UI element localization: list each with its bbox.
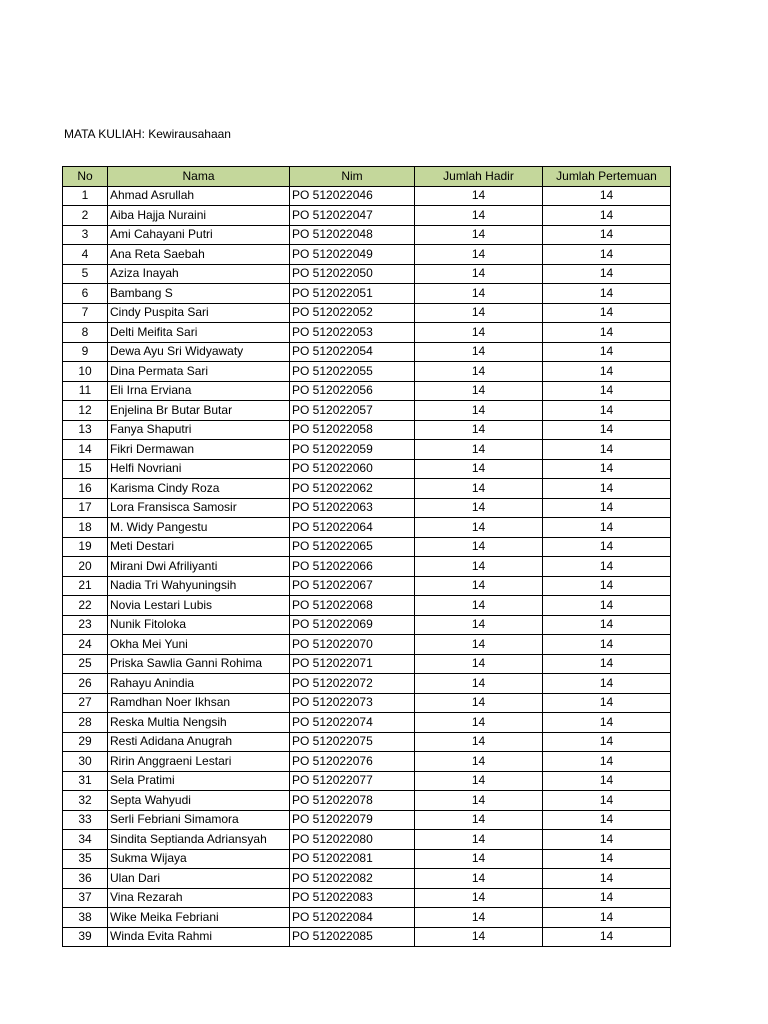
cell-jumlah-pertemuan: 14 bbox=[543, 303, 671, 323]
cell-nama: Karisma Cindy Roza bbox=[108, 479, 290, 499]
cell-no: 13 bbox=[63, 420, 108, 440]
cell-nama: Serli Febriani Simamora bbox=[108, 810, 290, 830]
cell-nama: Meti Destari bbox=[108, 537, 290, 557]
cell-nim: PO 512022046 bbox=[290, 186, 415, 206]
cell-nim: PO 512022071 bbox=[290, 654, 415, 674]
cell-no: 27 bbox=[63, 693, 108, 713]
cell-nim: PO 512022049 bbox=[290, 245, 415, 265]
cell-no: 6 bbox=[63, 284, 108, 304]
cell-no: 33 bbox=[63, 810, 108, 830]
table-row bbox=[63, 479, 671, 499]
cell-no: 2 bbox=[63, 206, 108, 226]
header-nama: Nama bbox=[108, 167, 290, 187]
cell-nama: Novia Lestari Lubis bbox=[108, 596, 290, 616]
cell-nim: PO 512022060 bbox=[290, 459, 415, 479]
table-row bbox=[63, 225, 671, 245]
cell-jumlah-hadir: 14 bbox=[415, 401, 543, 421]
cell-nama: Enjelina Br Butar Butar bbox=[108, 401, 290, 421]
cell-jumlah-hadir: 14 bbox=[415, 635, 543, 655]
cell-no: 12 bbox=[63, 401, 108, 421]
cell-nama: Septa Wahyudi bbox=[108, 791, 290, 811]
cell-no: 14 bbox=[63, 440, 108, 460]
cell-nim: PO 512022078 bbox=[290, 791, 415, 811]
cell-nim: PO 512022055 bbox=[290, 362, 415, 382]
cell-no: 29 bbox=[63, 732, 108, 752]
table-row bbox=[63, 713, 671, 733]
cell-no: 25 bbox=[63, 654, 108, 674]
cell-jumlah-hadir: 14 bbox=[415, 498, 543, 518]
cell-nama: Bambang S bbox=[108, 284, 290, 304]
cell-jumlah-pertemuan: 14 bbox=[543, 498, 671, 518]
cell-jumlah-hadir: 14 bbox=[415, 518, 543, 538]
table-row bbox=[63, 401, 671, 421]
table-row bbox=[63, 635, 671, 655]
cell-jumlah-pertemuan: 14 bbox=[543, 693, 671, 713]
cell-jumlah-hadir: 14 bbox=[415, 284, 543, 304]
cell-nim: PO 512022067 bbox=[290, 576, 415, 596]
cell-jumlah-pertemuan: 14 bbox=[543, 674, 671, 694]
table-row bbox=[63, 557, 671, 577]
cell-nim: PO 512022076 bbox=[290, 752, 415, 772]
table-row bbox=[63, 576, 671, 596]
cell-jumlah-pertemuan: 14 bbox=[543, 927, 671, 947]
cell-jumlah-hadir: 14 bbox=[415, 654, 543, 674]
table-row bbox=[63, 381, 671, 401]
cell-jumlah-pertemuan: 14 bbox=[543, 342, 671, 362]
cell-jumlah-hadir: 14 bbox=[415, 537, 543, 557]
cell-nim: PO 512022051 bbox=[290, 284, 415, 304]
header-jumlah-hadir: Jumlah Hadir bbox=[415, 167, 543, 187]
cell-nama: Sukma Wijaya bbox=[108, 849, 290, 869]
cell-jumlah-pertemuan: 14 bbox=[543, 615, 671, 635]
table-row bbox=[63, 518, 671, 538]
cell-nim: PO 512022079 bbox=[290, 810, 415, 830]
table-row bbox=[63, 830, 671, 850]
table-row bbox=[63, 186, 671, 206]
cell-nim: PO 512022054 bbox=[290, 342, 415, 362]
table-row bbox=[63, 206, 671, 226]
cell-jumlah-hadir: 14 bbox=[415, 323, 543, 343]
cell-no: 10 bbox=[63, 362, 108, 382]
cell-nama: Cindy Puspita Sari bbox=[108, 303, 290, 323]
cell-jumlah-hadir: 14 bbox=[415, 459, 543, 479]
cell-no: 38 bbox=[63, 908, 108, 928]
cell-no: 9 bbox=[63, 342, 108, 362]
cell-nama: Fanya Shaputri bbox=[108, 420, 290, 440]
course-title: MATA KULIAH: Kewirausahaan bbox=[64, 127, 231, 141]
cell-nama: Resti Adidana Anugrah bbox=[108, 732, 290, 752]
cell-jumlah-pertemuan: 14 bbox=[543, 576, 671, 596]
table-row bbox=[63, 342, 671, 362]
cell-nama: Sindita Septianda Adriansyah bbox=[108, 830, 290, 850]
cell-no: 3 bbox=[63, 225, 108, 245]
cell-jumlah-hadir: 14 bbox=[415, 245, 543, 265]
cell-nim: PO 512022083 bbox=[290, 888, 415, 908]
cell-nama: Dewa Ayu Sri Widyawaty bbox=[108, 342, 290, 362]
cell-nama: Wike Meika Febriani bbox=[108, 908, 290, 928]
cell-nim: PO 512022050 bbox=[290, 264, 415, 284]
cell-jumlah-pertemuan: 14 bbox=[543, 479, 671, 499]
table-header-row bbox=[63, 167, 671, 187]
cell-nama: Reska Multia Nengsih bbox=[108, 713, 290, 733]
cell-jumlah-hadir: 14 bbox=[415, 732, 543, 752]
cell-jumlah-hadir: 14 bbox=[415, 440, 543, 460]
cell-no: 20 bbox=[63, 557, 108, 577]
cell-nim: PO 512022085 bbox=[290, 927, 415, 947]
cell-jumlah-pertemuan: 14 bbox=[543, 888, 671, 908]
cell-jumlah-pertemuan: 14 bbox=[543, 381, 671, 401]
cell-nama: Ririn Anggraeni Lestari bbox=[108, 752, 290, 772]
table-row bbox=[63, 459, 671, 479]
cell-jumlah-pertemuan: 14 bbox=[543, 830, 671, 850]
table-row bbox=[63, 596, 671, 616]
cell-jumlah-pertemuan: 14 bbox=[543, 362, 671, 382]
cell-jumlah-pertemuan: 14 bbox=[543, 713, 671, 733]
cell-no: 28 bbox=[63, 713, 108, 733]
cell-nama: Ahmad Asrullah bbox=[108, 186, 290, 206]
cell-jumlah-pertemuan: 14 bbox=[543, 557, 671, 577]
cell-nim: PO 512022048 bbox=[290, 225, 415, 245]
cell-nim: PO 512022072 bbox=[290, 674, 415, 694]
cell-jumlah-hadir: 14 bbox=[415, 303, 543, 323]
cell-jumlah-hadir: 14 bbox=[415, 693, 543, 713]
cell-jumlah-hadir: 14 bbox=[415, 615, 543, 635]
table-row bbox=[63, 615, 671, 635]
cell-jumlah-pertemuan: 14 bbox=[543, 791, 671, 811]
cell-nama: Ramdhan Noer Ikhsan bbox=[108, 693, 290, 713]
cell-nim: PO 512022077 bbox=[290, 771, 415, 791]
table-row bbox=[63, 420, 671, 440]
table-row bbox=[63, 771, 671, 791]
cell-jumlah-hadir: 14 bbox=[415, 713, 543, 733]
cell-nim: PO 512022063 bbox=[290, 498, 415, 518]
cell-no: 34 bbox=[63, 830, 108, 850]
cell-jumlah-hadir: 14 bbox=[415, 869, 543, 889]
table-row bbox=[63, 888, 671, 908]
cell-nama: Eli Irna Erviana bbox=[108, 381, 290, 401]
cell-jumlah-hadir: 14 bbox=[415, 186, 543, 206]
cell-jumlah-hadir: 14 bbox=[415, 908, 543, 928]
cell-no: 15 bbox=[63, 459, 108, 479]
cell-nim: PO 512022065 bbox=[290, 537, 415, 557]
cell-no: 8 bbox=[63, 323, 108, 343]
cell-nama: Okha Mei Yuni bbox=[108, 635, 290, 655]
cell-no: 23 bbox=[63, 615, 108, 635]
table-row bbox=[63, 440, 671, 460]
cell-nama: Mirani Dwi Afriliyanti bbox=[108, 557, 290, 577]
cell-jumlah-hadir: 14 bbox=[415, 830, 543, 850]
header-no: No bbox=[63, 167, 108, 187]
table-row bbox=[63, 654, 671, 674]
cell-no: 5 bbox=[63, 264, 108, 284]
table-row bbox=[63, 303, 671, 323]
cell-nim: PO 512022064 bbox=[290, 518, 415, 538]
cell-jumlah-pertemuan: 14 bbox=[543, 245, 671, 265]
cell-nama: Fikri Dermawan bbox=[108, 440, 290, 460]
cell-nama: Nunik Fitoloka bbox=[108, 615, 290, 635]
cell-nama: Nadia Tri Wahyuningsih bbox=[108, 576, 290, 596]
cell-no: 26 bbox=[63, 674, 108, 694]
table-row bbox=[63, 537, 671, 557]
cell-nim: PO 512022053 bbox=[290, 323, 415, 343]
cell-jumlah-pertemuan: 14 bbox=[543, 284, 671, 304]
table-row bbox=[63, 927, 671, 947]
table-row bbox=[63, 264, 671, 284]
cell-nim: PO 512022080 bbox=[290, 830, 415, 850]
cell-jumlah-hadir: 14 bbox=[415, 206, 543, 226]
cell-no: 36 bbox=[63, 869, 108, 889]
cell-jumlah-pertemuan: 14 bbox=[543, 518, 671, 538]
cell-nim: PO 512022052 bbox=[290, 303, 415, 323]
cell-no: 31 bbox=[63, 771, 108, 791]
table-row bbox=[63, 752, 671, 772]
cell-jumlah-pertemuan: 14 bbox=[543, 459, 671, 479]
cell-jumlah-pertemuan: 14 bbox=[543, 849, 671, 869]
cell-no: 19 bbox=[63, 537, 108, 557]
cell-jumlah-hadir: 14 bbox=[415, 225, 543, 245]
cell-no: 17 bbox=[63, 498, 108, 518]
cell-nama: Delti Meifita Sari bbox=[108, 323, 290, 343]
cell-jumlah-pertemuan: 14 bbox=[543, 264, 671, 284]
cell-nama: Lora Fransisca Samosir bbox=[108, 498, 290, 518]
cell-jumlah-hadir: 14 bbox=[415, 557, 543, 577]
table-row bbox=[63, 323, 671, 343]
cell-no: 4 bbox=[63, 245, 108, 265]
attendance-table-body bbox=[63, 186, 671, 947]
cell-jumlah-pertemuan: 14 bbox=[543, 908, 671, 928]
cell-nim: PO 512022070 bbox=[290, 635, 415, 655]
cell-jumlah-hadir: 14 bbox=[415, 362, 543, 382]
table-row bbox=[63, 908, 671, 928]
cell-jumlah-hadir: 14 bbox=[415, 420, 543, 440]
table-row bbox=[63, 693, 671, 713]
table-row bbox=[63, 849, 671, 869]
cell-jumlah-pertemuan: 14 bbox=[543, 537, 671, 557]
cell-no: 1 bbox=[63, 186, 108, 206]
cell-jumlah-hadir: 14 bbox=[415, 576, 543, 596]
table-row bbox=[63, 869, 671, 889]
cell-nama: Priska Sawlia Ganni Rohima bbox=[108, 654, 290, 674]
cell-jumlah-hadir: 14 bbox=[415, 381, 543, 401]
cell-no: 35 bbox=[63, 849, 108, 869]
cell-nama: Aiba Hajja Nuraini bbox=[108, 206, 290, 226]
cell-nim: PO 512022084 bbox=[290, 908, 415, 928]
cell-jumlah-pertemuan: 14 bbox=[543, 420, 671, 440]
cell-no: 16 bbox=[63, 479, 108, 499]
cell-nim: PO 512022059 bbox=[290, 440, 415, 460]
cell-jumlah-pertemuan: 14 bbox=[543, 596, 671, 616]
table-row bbox=[63, 674, 671, 694]
table-row bbox=[63, 245, 671, 265]
cell-jumlah-pertemuan: 14 bbox=[543, 752, 671, 772]
table-row bbox=[63, 498, 671, 518]
cell-nim: PO 512022075 bbox=[290, 732, 415, 752]
cell-nama: Ulan Dari bbox=[108, 869, 290, 889]
attendance-table bbox=[62, 166, 671, 947]
cell-jumlah-pertemuan: 14 bbox=[543, 323, 671, 343]
cell-jumlah-hadir: 14 bbox=[415, 888, 543, 908]
cell-no: 7 bbox=[63, 303, 108, 323]
table-row bbox=[63, 732, 671, 752]
cell-jumlah-pertemuan: 14 bbox=[543, 206, 671, 226]
cell-jumlah-pertemuan: 14 bbox=[543, 401, 671, 421]
cell-jumlah-hadir: 14 bbox=[415, 849, 543, 869]
cell-nama: Ami Cahayani Putri bbox=[108, 225, 290, 245]
header-jumlah-pertemuan: Jumlah Pertemuan bbox=[543, 167, 671, 187]
cell-jumlah-pertemuan: 14 bbox=[543, 732, 671, 752]
cell-nim: PO 512022074 bbox=[290, 713, 415, 733]
cell-jumlah-pertemuan: 14 bbox=[543, 654, 671, 674]
cell-jumlah-pertemuan: 14 bbox=[543, 635, 671, 655]
cell-nama: Winda Evita Rahmi bbox=[108, 927, 290, 947]
cell-nim: PO 512022073 bbox=[290, 693, 415, 713]
cell-nama: Vina Rezarah bbox=[108, 888, 290, 908]
cell-jumlah-hadir: 14 bbox=[415, 752, 543, 772]
cell-no: 37 bbox=[63, 888, 108, 908]
cell-no: 32 bbox=[63, 791, 108, 811]
cell-nim: PO 512022057 bbox=[290, 401, 415, 421]
cell-jumlah-pertemuan: 14 bbox=[543, 225, 671, 245]
cell-nim: PO 512022081 bbox=[290, 849, 415, 869]
cell-nama: Sela Pratimi bbox=[108, 771, 290, 791]
cell-jumlah-hadir: 14 bbox=[415, 264, 543, 284]
cell-no: 22 bbox=[63, 596, 108, 616]
cell-no: 21 bbox=[63, 576, 108, 596]
cell-jumlah-pertemuan: 14 bbox=[543, 186, 671, 206]
cell-jumlah-hadir: 14 bbox=[415, 791, 543, 811]
cell-no: 18 bbox=[63, 518, 108, 538]
table-row bbox=[63, 810, 671, 830]
cell-jumlah-hadir: 14 bbox=[415, 479, 543, 499]
cell-no: 11 bbox=[63, 381, 108, 401]
cell-no: 24 bbox=[63, 635, 108, 655]
cell-nim: PO 512022069 bbox=[290, 615, 415, 635]
cell-no: 30 bbox=[63, 752, 108, 772]
cell-nama: Aziza Inayah bbox=[108, 264, 290, 284]
cell-nim: PO 512022062 bbox=[290, 479, 415, 499]
cell-jumlah-pertemuan: 14 bbox=[543, 869, 671, 889]
cell-nama: Helfi Novriani bbox=[108, 459, 290, 479]
cell-nama: Dina Permata Sari bbox=[108, 362, 290, 382]
header-nim: Nim bbox=[290, 167, 415, 187]
cell-nama: Rahayu Anindia bbox=[108, 674, 290, 694]
cell-nama: Ana Reta Saebah bbox=[108, 245, 290, 265]
cell-jumlah-pertemuan: 14 bbox=[543, 810, 671, 830]
cell-nim: PO 512022082 bbox=[290, 869, 415, 889]
cell-jumlah-hadir: 14 bbox=[415, 596, 543, 616]
cell-nim: PO 512022058 bbox=[290, 420, 415, 440]
cell-jumlah-hadir: 14 bbox=[415, 674, 543, 694]
cell-nim: PO 512022066 bbox=[290, 557, 415, 577]
cell-jumlah-hadir: 14 bbox=[415, 927, 543, 947]
cell-jumlah-pertemuan: 14 bbox=[543, 771, 671, 791]
cell-no: 39 bbox=[63, 927, 108, 947]
cell-jumlah-hadir: 14 bbox=[415, 771, 543, 791]
cell-nim: PO 512022047 bbox=[290, 206, 415, 226]
table-row bbox=[63, 362, 671, 382]
cell-jumlah-hadir: 14 bbox=[415, 342, 543, 362]
cell-nama: M. Widy Pangestu bbox=[108, 518, 290, 538]
cell-nim: PO 512022068 bbox=[290, 596, 415, 616]
cell-jumlah-pertemuan: 14 bbox=[543, 440, 671, 460]
cell-jumlah-hadir: 14 bbox=[415, 810, 543, 830]
cell-nim: PO 512022056 bbox=[290, 381, 415, 401]
table-row bbox=[63, 791, 671, 811]
table-row bbox=[63, 284, 671, 304]
